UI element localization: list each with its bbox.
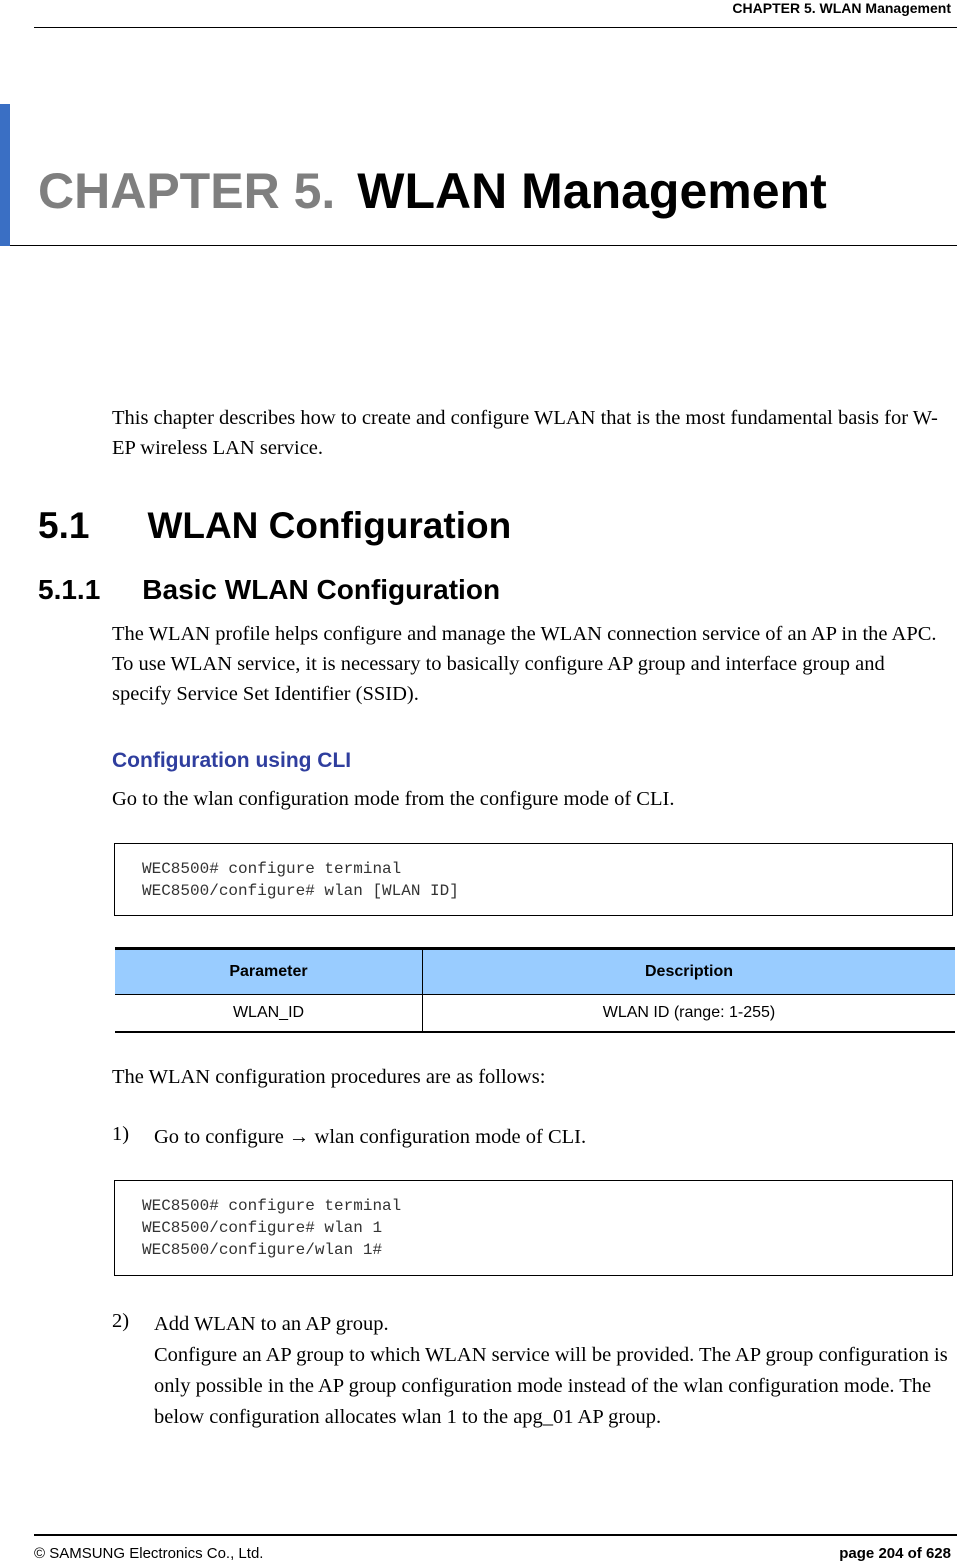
cli-intro: Go to the wlan configuration mode from the configure mode of CLI. — [112, 788, 675, 810]
code-line: WEC8500# configure terminal — [142, 1197, 402, 1215]
table-header-row — [115, 949, 955, 995]
chapter-rule — [10, 245, 957, 246]
chapter-number: CHAPTER 5. — [38, 163, 336, 219]
cell-description: WLAN ID (range: 1-255) — [423, 995, 956, 1033]
subsection-title: Basic WLAN Configuration — [142, 574, 501, 605]
section-heading — [38, 505, 511, 547]
subsection-heading — [38, 574, 500, 606]
code-line: WEC8500# configure terminal — [142, 860, 402, 878]
header-rule — [34, 27, 957, 28]
code-line: WEC8500/configure/wlan 1# — [142, 1241, 383, 1259]
chapter-title — [38, 163, 827, 219]
step-1-text: Go to configure → wlan configuration mode of CLI. — [154, 1126, 587, 1148]
section-title: WLAN Configuration — [147, 505, 512, 546]
step-2-number: 2) — [112, 1310, 130, 1332]
header-parameter: Parameter — [115, 949, 423, 995]
step-2-title: Add WLAN to an AP group. — [154, 1313, 389, 1335]
footer-page-number: page 204 of 628 — [839, 1545, 951, 1562]
step-1-number: 1) — [112, 1123, 130, 1145]
code-block-2 — [114, 1180, 953, 1276]
subsection-paragraph: The WLAN profile helps configure and manage the WLAN connection service of an AP in the APC. To use WLAN service, it is necessary to basically configure AP group and interface group and specify Service Set Identifier (SSID). — [112, 623, 937, 705]
running-header: CHAPTER 5. WLAN Management — [732, 0, 951, 16]
code-line: WEC8500/configure# wlan 1 — [142, 1219, 383, 1237]
section-number: 5.1 — [38, 505, 90, 546]
intro-paragraph: This chapter describes how to create and configure WLAN that is the most fundamental basis for W-EP wireless LAN service. — [112, 407, 938, 459]
parameter-table — [115, 947, 955, 1033]
cell-parameter: WLAN_ID — [115, 995, 423, 1033]
cli-heading: Configuration using CLI — [112, 749, 352, 772]
step-2-text: Configure an AP group to which WLAN service will be provided. The AP group configuration is only possible in the AP group configuration mode instead of the wlan configuration mode. The below configuration allocates wlan 1 to the apg_01 AP group. — [154, 1344, 948, 1428]
code-line: WEC8500/configure# wlan [WLAN ID] — [142, 882, 459, 900]
header-description: Description — [423, 949, 956, 995]
footer-copyright: © SAMSUNG Electronics Co., Ltd. — [34, 1545, 264, 1562]
subsection-number: 5.1.1 — [38, 574, 101, 605]
procedures-intro: The WLAN configuration procedures are as follows: — [112, 1066, 546, 1088]
table-row — [115, 995, 955, 1033]
chapter-accent-bar — [0, 104, 10, 246]
footer-rule — [34, 1534, 957, 1536]
code-block-1 — [114, 843, 953, 916]
chapter-name: WLAN Management — [357, 163, 827, 219]
